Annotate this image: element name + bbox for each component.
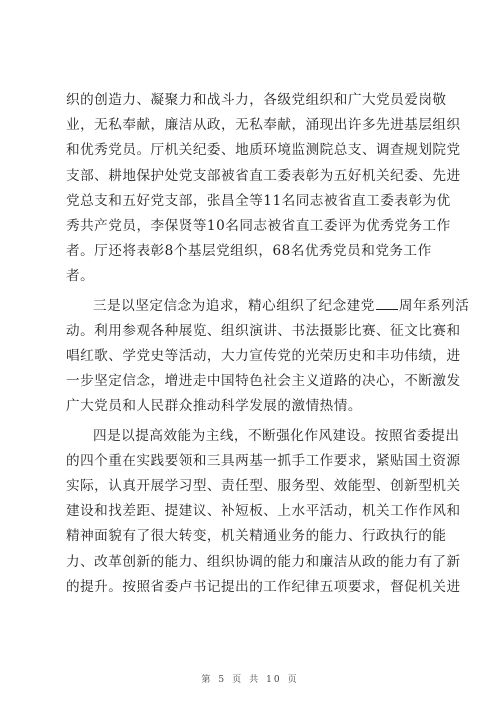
total-unit: 页 xyxy=(287,675,299,685)
total-label: 共 xyxy=(249,675,261,685)
text-segment: 周年系列活 xyxy=(398,297,470,314)
text-line-first xyxy=(66,294,470,319)
text-line: 织的创造力、凝聚力和战斗力，各级党组织和广大党员爱岗敬 xyxy=(66,92,447,108)
paragraph-1 xyxy=(66,88,461,290)
text-line: 实际，认真开展学习型、责任型、服务型、效能型、创新型机关 xyxy=(66,478,461,495)
text-line: 力、改革创新的能力、组织协调的能力和廉洁从政的能力有了新 xyxy=(66,553,461,570)
text-line: 和优秀党员。厅机关纪委、地质环境监测院总支、调查规划院党 xyxy=(66,142,461,159)
text-line: 的四个重在实践要领和三具两基一抓手工作要求，紧贴国土资源 xyxy=(66,452,461,469)
text-segment: 三是以坚定信念为追求，精心组织了纪念建党 xyxy=(93,297,375,314)
text-line: 唱红歌、学党史等活动，大力宣传党的光荣历史和丰功伟绩，进 xyxy=(66,348,461,365)
text-line: 精神面貌有了很大转变，机关精通业务的能力、行政执行的能 xyxy=(66,528,447,545)
text-line: 者。厅还将表彰8个基层党组织，68名优秀党员和党务工作 xyxy=(66,243,432,260)
document-body xyxy=(66,88,470,600)
total-pages: 10 xyxy=(266,675,282,685)
text-line: 秀共产党员，李保贤等10名同志被省直工委评为优秀党务工作 xyxy=(66,218,451,235)
paragraph-2 xyxy=(66,294,470,420)
fill-in-blank xyxy=(376,297,398,310)
text-line: 动。利用参观各种展览、组织演讲、书法摄影比赛、征文比赛和 xyxy=(66,322,461,339)
text-line: 党总支和五好党支部，张昌全等11名同志被省直工委表彰为优 xyxy=(66,192,451,209)
page-label: 第 xyxy=(201,675,213,685)
text-line: 者。 xyxy=(66,268,95,285)
page-footer xyxy=(0,672,500,685)
text-line: 建设和找差距、提建议、补短板、上水平活动，机关工作作风和 xyxy=(66,503,461,520)
paragraph-3 xyxy=(66,424,461,600)
text-line: 广大党员和人民群众推动科学发展的激情热情。 xyxy=(66,398,362,415)
text-line: 业，无私奉献，廉洁从政，无私奉献，涌现出许多先进基层组织 xyxy=(66,117,461,134)
text-line: 一步坚定信念，增进走中国特色社会主义道路的决心，不断激发 xyxy=(66,373,461,390)
text-line: 的提升。按照省委卢书记提出的工作纪律五项要求，督促机关进 xyxy=(66,578,461,595)
text-line: 支部、耕地保护处党支部被省直工委表彰为五好机关纪委、先进 xyxy=(66,167,461,184)
text-line-first: 四是以提高效能为主线，不断强化作风建设。按照省委提出 xyxy=(93,427,460,444)
page-unit: 页 xyxy=(232,675,244,685)
page-number: 5 xyxy=(218,675,227,685)
